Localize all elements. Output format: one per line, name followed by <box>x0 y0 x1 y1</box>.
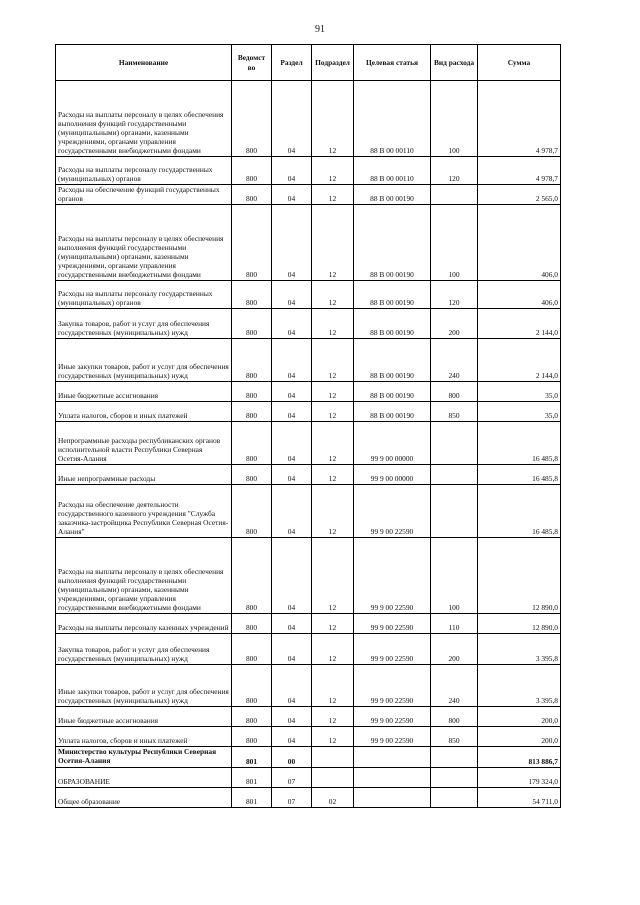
cell-section: 04 <box>272 205 312 281</box>
cell-section: 04 <box>272 81 312 157</box>
cell-department: 800 <box>232 157 272 185</box>
cell-section: 07 <box>272 768 312 788</box>
cell-target-item: 99 9 00 22590 <box>354 614 431 634</box>
cell-target-item: 88 В 00 00110 <box>354 81 431 157</box>
cell-department: 800 <box>232 339 272 382</box>
cell-expense-type: 120 <box>431 281 478 309</box>
cell-target-item: 88 В 00 00110 <box>354 157 431 185</box>
cell-target-item: 99 9 00 00000 <box>354 422 431 465</box>
table-row <box>56 382 561 402</box>
cell-subsection: 12 <box>312 309 354 339</box>
cell-name: Непрограммные расходы республиканских органов исполнительной власти Республики Северная Осетия-Алания <box>56 422 232 465</box>
cell-subsection: 12 <box>312 485 354 538</box>
cell-expense-type: 800 <box>431 707 478 727</box>
cell-expense-type <box>431 465 478 485</box>
cell-name: Иные бюджетные ассигнования <box>56 707 232 727</box>
cell-name: Министерство культуры Республики Северная Осетия-Алания <box>56 747 232 768</box>
column-header-subsection: Подраздел <box>312 45 354 81</box>
cell-expense-type: 110 <box>431 614 478 634</box>
cell-department: 800 <box>232 485 272 538</box>
cell-section: 04 <box>272 402 312 422</box>
table-row <box>56 309 561 339</box>
cell-target-item: 99 9 00 22590 <box>354 727 431 747</box>
table-row <box>56 485 561 538</box>
cell-subsection: 12 <box>312 339 354 382</box>
cell-section: 04 <box>272 727 312 747</box>
cell-amount: 12 890,0 <box>478 538 561 614</box>
table-row <box>56 747 561 768</box>
cell-subsection: 12 <box>312 634 354 665</box>
table-row <box>56 768 561 788</box>
cell-department: 801 <box>232 788 272 808</box>
cell-target-item: 88 В 00 00190 <box>354 281 431 309</box>
budget-table <box>55 44 561 808</box>
cell-subsection: 12 <box>312 382 354 402</box>
cell-target-item: 99 9 00 22590 <box>354 665 431 707</box>
cell-subsection <box>312 747 354 768</box>
cell-name: Расходы на обеспечение деятельности государственного казенного учреждения "Служба заказчика-застройщика Республики Северная Осетия-Алания" <box>56 485 232 538</box>
cell-expense-type <box>431 788 478 808</box>
cell-target-item <box>354 768 431 788</box>
cell-subsection: 12 <box>312 465 354 485</box>
cell-target-item: 88 В 00 00190 <box>354 402 431 422</box>
cell-subsection: 12 <box>312 281 354 309</box>
cell-name: Расходы на выплаты персоналу казенных учреждений <box>56 614 232 634</box>
cell-section: 04 <box>272 382 312 402</box>
cell-expense-type: 240 <box>431 339 478 382</box>
cell-amount: 16 485,8 <box>478 485 561 538</box>
cell-name: Расходы на выплаты персоналу в целях обеспечения выполнения функций государственными (муниципальными) органами, казенными учреждениями, органами управления государственными внебюджетными фондами <box>56 205 232 281</box>
cell-department: 800 <box>232 422 272 465</box>
cell-subsection: 12 <box>312 538 354 614</box>
cell-name: Расходы на выплаты персоналу государственных (муниципальных) органов <box>56 157 232 185</box>
table-row <box>56 788 561 808</box>
table-header-row <box>56 45 561 81</box>
cell-expense-type <box>431 768 478 788</box>
cell-department: 800 <box>232 465 272 485</box>
cell-subsection: 12 <box>312 727 354 747</box>
cell-department: 800 <box>232 185 272 205</box>
cell-expense-type: 120 <box>431 157 478 185</box>
cell-subsection <box>312 768 354 788</box>
cell-department: 800 <box>232 634 272 665</box>
cell-amount: 4 978,7 <box>478 81 561 157</box>
cell-section: 04 <box>272 465 312 485</box>
cell-amount: 35,0 <box>478 382 561 402</box>
cell-amount: 35,0 <box>478 402 561 422</box>
cell-department: 800 <box>232 402 272 422</box>
cell-name: Иные бюджетные ассигнования <box>56 382 232 402</box>
cell-name: Расходы на выплаты персоналу государственных (муниципальных) органов <box>56 281 232 309</box>
cell-section: 04 <box>272 339 312 382</box>
cell-section: 04 <box>272 614 312 634</box>
table-row <box>56 402 561 422</box>
cell-section: 00 <box>272 747 312 768</box>
cell-subsection: 12 <box>312 422 354 465</box>
cell-department: 800 <box>232 727 272 747</box>
table-row <box>56 465 561 485</box>
table-row <box>56 81 561 157</box>
cell-amount: 2 565,0 <box>478 185 561 205</box>
cell-expense-type: 800 <box>431 382 478 402</box>
cell-section: 04 <box>272 157 312 185</box>
cell-target-item: 99 9 00 22590 <box>354 707 431 727</box>
cell-subsection: 02 <box>312 788 354 808</box>
column-header-department: Ведомст во <box>232 45 272 81</box>
cell-department: 800 <box>232 538 272 614</box>
cell-expense-type: 240 <box>431 665 478 707</box>
cell-target-item: 88 В 00 00190 <box>354 339 431 382</box>
cell-amount: 406,0 <box>478 281 561 309</box>
cell-department: 800 <box>232 81 272 157</box>
cell-department: 800 <box>232 665 272 707</box>
column-header-amount: Сумма <box>478 45 561 81</box>
cell-name: Закупка товаров, работ и услуг для обеспечения государственных (муниципальных) нужд <box>56 309 232 339</box>
cell-amount: 200,0 <box>478 707 561 727</box>
cell-expense-type: 100 <box>431 205 478 281</box>
table-row <box>56 185 561 205</box>
cell-amount: 813 886,7 <box>478 747 561 768</box>
cell-department: 801 <box>232 768 272 788</box>
cell-subsection: 12 <box>312 185 354 205</box>
cell-amount: 2 144,0 <box>478 309 561 339</box>
cell-subsection: 12 <box>312 614 354 634</box>
table-row <box>56 665 561 707</box>
cell-target-item: 88 В 00 00190 <box>354 185 431 205</box>
cell-amount: 3 395,8 <box>478 634 561 665</box>
cell-expense-type: 200 <box>431 309 478 339</box>
cell-subsection: 12 <box>312 81 354 157</box>
cell-department: 801 <box>232 747 272 768</box>
cell-target-item: 99 9 00 22590 <box>354 538 431 614</box>
cell-target-item <box>354 788 431 808</box>
cell-subsection: 12 <box>312 157 354 185</box>
cell-department: 800 <box>232 281 272 309</box>
table-row <box>56 205 561 281</box>
table-row <box>56 157 561 185</box>
cell-department: 800 <box>232 614 272 634</box>
cell-amount: 179 324,0 <box>478 768 561 788</box>
cell-name: Расходы на выплаты персоналу в целях обеспечения выполнения функций государственными (муниципальными) органами, казенными учреждениями, органами управления государственными внебюджетными фондами <box>56 81 232 157</box>
cell-section: 07 <box>272 788 312 808</box>
cell-section: 04 <box>272 185 312 205</box>
cell-expense-type: 100 <box>431 81 478 157</box>
cell-expense-type: 850 <box>431 402 478 422</box>
cell-amount: 4 978,7 <box>478 157 561 185</box>
cell-section: 04 <box>272 707 312 727</box>
table-row <box>56 634 561 665</box>
cell-name: Уплата налогов, сборов и иных платежей <box>56 727 232 747</box>
cell-expense-type <box>431 485 478 538</box>
cell-target-item: 99 9 00 00000 <box>354 465 431 485</box>
cell-subsection: 12 <box>312 205 354 281</box>
column-header-name: Наименование <box>56 45 232 81</box>
cell-section: 04 <box>272 485 312 538</box>
table-row <box>56 727 561 747</box>
cell-expense-type: 850 <box>431 727 478 747</box>
cell-amount: 406,0 <box>478 205 561 281</box>
cell-target-item: 99 9 00 22590 <box>354 634 431 665</box>
cell-target-item <box>354 747 431 768</box>
cell-name: Иные закупки товаров, работ и услуг для обеспечения государственных (муниципальных) нужд <box>56 339 232 382</box>
table-row <box>56 538 561 614</box>
cell-expense-type: 200 <box>431 634 478 665</box>
cell-department: 800 <box>232 205 272 281</box>
cell-name: Уплата налогов, сборов и иных платежей <box>56 402 232 422</box>
cell-name: Расходы на выплаты персоналу в целях обеспечения выполнения функций государственными (муниципальными) органами, казенными учреждениями, органами управления государственными внебюджетными фондами <box>56 538 232 614</box>
cell-section: 04 <box>272 665 312 707</box>
cell-name: Иные закупки товаров, работ и услуг для обеспечения государственных (муниципальных) нужд <box>56 665 232 707</box>
column-header-target-item: Целевая статья <box>354 45 431 81</box>
page-number: 91 <box>315 24 325 35</box>
table-row <box>56 281 561 309</box>
column-header-section: Раздел <box>272 45 312 81</box>
cell-section: 04 <box>272 538 312 614</box>
cell-target-item: 99 9 00 22590 <box>354 485 431 538</box>
cell-department: 800 <box>232 382 272 402</box>
cell-expense-type <box>431 185 478 205</box>
cell-target-item: 88 В 00 00190 <box>354 309 431 339</box>
cell-amount: 200,0 <box>478 727 561 747</box>
cell-amount: 3 395,8 <box>478 665 561 707</box>
cell-amount: 54 711,0 <box>478 788 561 808</box>
table-row <box>56 422 561 465</box>
cell-name: Расходы на обеспечение функций государственных органов <box>56 185 232 205</box>
cell-section: 04 <box>272 634 312 665</box>
cell-target-item: 88 В 00 00190 <box>354 205 431 281</box>
cell-name: Закупка товаров, работ и услуг для обеспечения государственных (муниципальных) нужд <box>56 634 232 665</box>
cell-name: Иные непрограммные расходы <box>56 465 232 485</box>
cell-amount: 12 890,0 <box>478 614 561 634</box>
cell-target-item: 88 В 00 00190 <box>354 382 431 402</box>
cell-name: ОБРАЗОВАНИЕ <box>56 768 232 788</box>
cell-section: 04 <box>272 422 312 465</box>
cell-section: 04 <box>272 309 312 339</box>
table-row <box>56 614 561 634</box>
cell-expense-type: 100 <box>431 538 478 614</box>
cell-department: 800 <box>232 707 272 727</box>
cell-subsection: 12 <box>312 665 354 707</box>
cell-subsection: 12 <box>312 402 354 422</box>
cell-amount: 16 485,8 <box>478 422 561 465</box>
cell-subsection: 12 <box>312 707 354 727</box>
table-row <box>56 339 561 382</box>
column-header-expense-type: Вид расхода <box>431 45 478 81</box>
cell-department: 800 <box>232 309 272 339</box>
cell-name: Общее образование <box>56 788 232 808</box>
cell-amount: 16 485,8 <box>478 465 561 485</box>
cell-expense-type <box>431 422 478 465</box>
table-row <box>56 707 561 727</box>
cell-amount: 2 144,0 <box>478 339 561 382</box>
table-body <box>56 81 561 808</box>
cell-section: 04 <box>272 281 312 309</box>
cell-expense-type <box>431 747 478 768</box>
